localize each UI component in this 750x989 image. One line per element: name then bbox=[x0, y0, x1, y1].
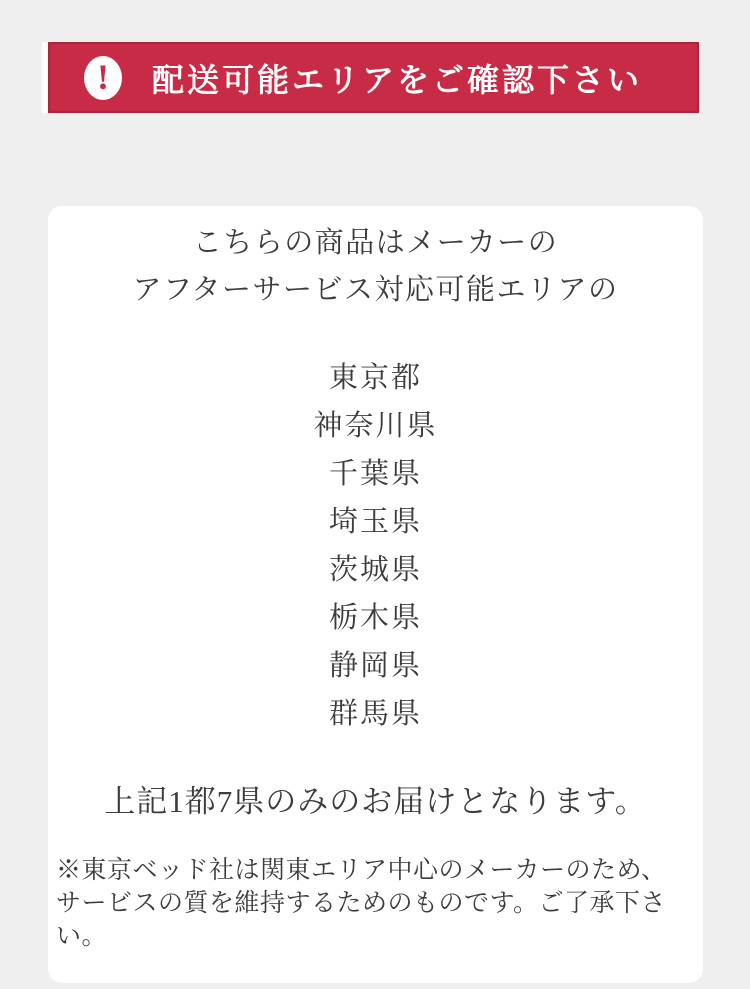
delivery-summary: 上記1都7県のみのお届けとなります。 bbox=[104, 784, 647, 819]
prefecture-item: 埼玉県 bbox=[328, 506, 422, 538]
prefecture-item: 東京都 bbox=[328, 362, 422, 394]
notice-intro bbox=[48, 220, 703, 314]
prefecture-item: 栃木県 bbox=[328, 602, 422, 634]
banner-title: 配送可能エリアをご確認下さい bbox=[152, 61, 643, 98]
prefecture-item: 神奈川県 bbox=[313, 410, 438, 442]
exclamation-glyph: ! bbox=[97, 56, 109, 97]
notice-intro-line2: アフターサービス対応可能エリアの bbox=[132, 274, 619, 306]
exclamation-icon bbox=[84, 56, 122, 100]
prefecture-list bbox=[48, 354, 703, 738]
prefecture-item: 静岡県 bbox=[328, 650, 422, 682]
prefecture-item: 群馬県 bbox=[328, 698, 422, 730]
notice-footnote-line1: ※東京ベッド社は関東エリア中心のメーカーのため、 bbox=[56, 857, 667, 884]
prefecture-item: 茨城県 bbox=[328, 554, 422, 586]
prefecture-item: 千葉県 bbox=[328, 458, 422, 490]
alert-banner bbox=[48, 42, 699, 113]
delivery-area-notice-card bbox=[48, 206, 703, 983]
notice-footnote-line2: サービスの質を維持するためのものです。ご了承下さい。 bbox=[56, 890, 667, 950]
delivery-area-alert-banner bbox=[42, 42, 699, 113]
notice-intro-line1: こちらの商品はメーカーの bbox=[192, 227, 559, 259]
notice-footnote bbox=[48, 854, 703, 953]
